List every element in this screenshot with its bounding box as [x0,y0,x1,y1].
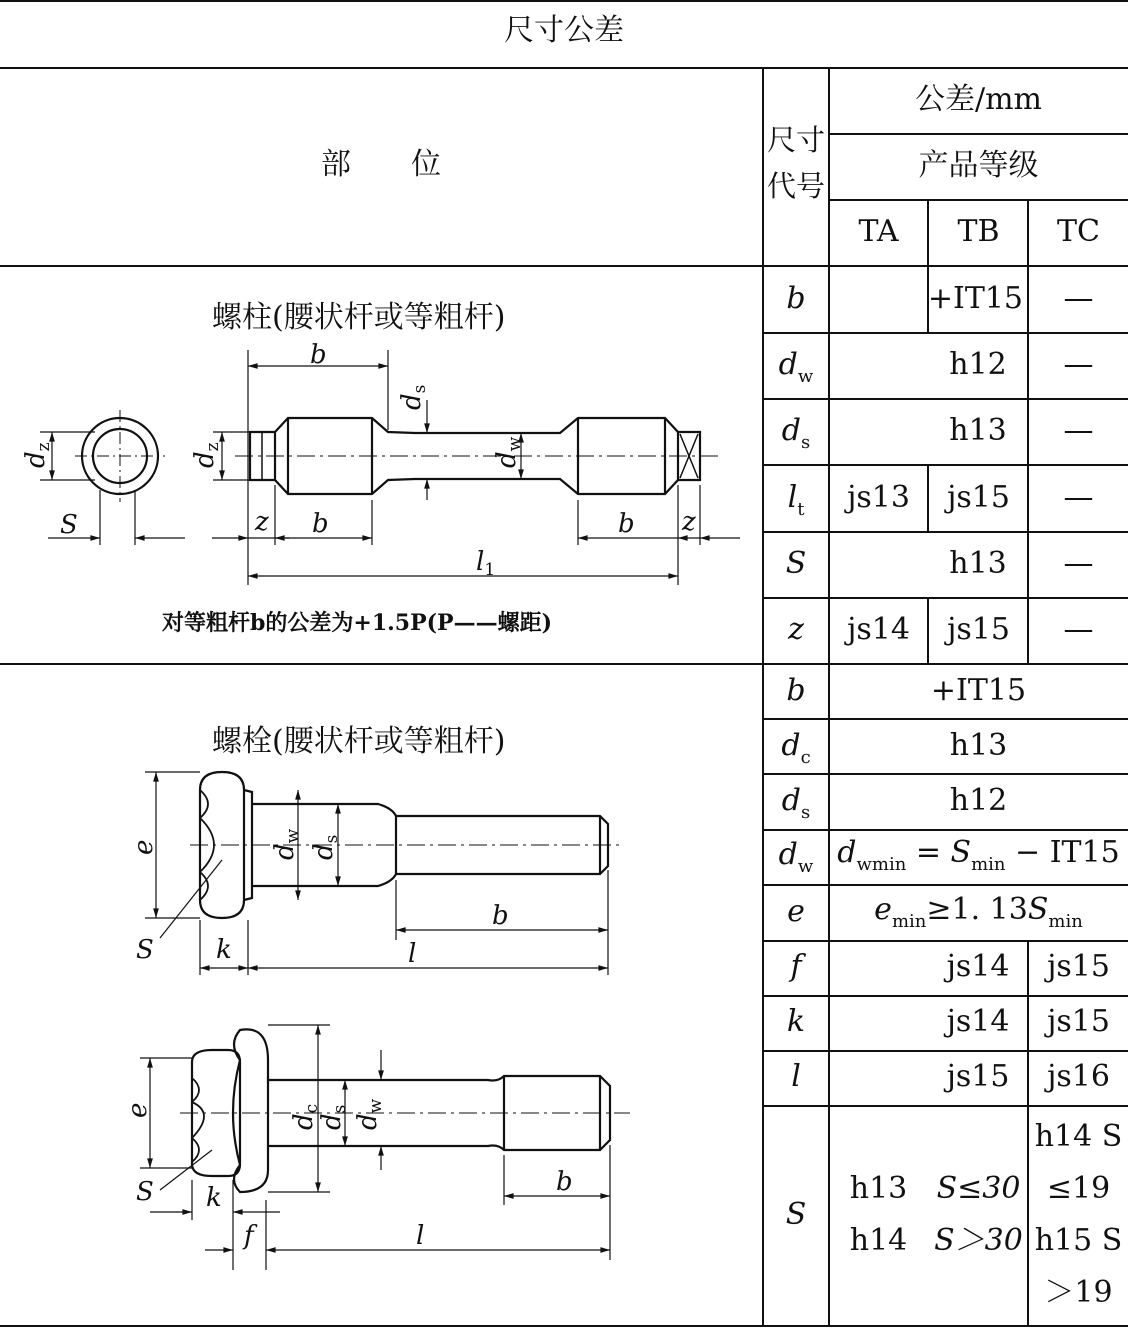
stud-label-dw: dw [492,436,525,468]
stud-b-value: +IT15 [927,281,1023,316]
bolt2-label-ds: ds [317,1104,350,1130]
bolt-code-dc: $d_c$ [781,728,811,768]
stud-caption: 螺柱(腰状杆或等粗杆) [212,300,506,335]
stud-b-tc: — [1063,281,1094,316]
stud-label-l1: l1 [476,547,496,580]
stud-label-ds: ds [397,384,430,410]
bolt-drawing [0,760,762,1320]
bolt1-label-l: l [408,939,417,969]
bolt-caption: 螺栓(腰状杆或等粗杆) [212,724,506,759]
bolt1-label-b: b [492,901,509,931]
stud-label-dz-side: dz [190,442,223,468]
bolt2-label-b: b [556,1167,573,1197]
table-title: 尺寸公差 [504,13,624,48]
bolt-S-tc-3: h15 S [1034,1223,1123,1258]
bolt-f-tc: js15 [1047,949,1110,984]
bolt2-label-k: k [206,1183,222,1213]
stud-z-tb: js15 [947,612,1010,647]
header-tb: TB [957,214,1000,249]
stud-lt-tc: — [1063,480,1094,515]
bolt-code-l: l [791,1059,801,1094]
header-ta: TA [858,214,899,249]
header-part: 部 位 [321,147,441,182]
stud-label-S: S [60,510,78,540]
stud-S-value: h13 [949,546,1007,581]
bolt2-label-S: S [136,1177,154,1207]
header-tolerance: 公差/mm [914,82,1042,117]
bolt-S-tc-4: ＞19 [1044,1275,1113,1310]
bolt-f-value: js14 [946,949,1010,984]
bolt-code-S: S [785,1197,807,1232]
header-tc: TC [1057,214,1100,249]
stud-lt-tb: js15 [947,480,1010,515]
bolt2-label-dc: dc [289,1103,322,1130]
bolt-code-ds: $d_s$ [781,783,811,823]
stud-code-dw: $d_w$ [778,347,814,387]
bolt-k-value: js14 [946,1004,1010,1039]
stud-code-S: S [785,546,807,581]
stud-label-b-top: b [310,340,327,370]
stud-z-tc: — [1063,612,1094,647]
bolt-S-tb-2: S＞30 [934,1223,1023,1258]
stud-label-dz-end: dz [21,442,54,468]
stud-label-b-right: b [618,509,635,539]
bolt1-label-ds: ds [309,834,342,860]
bolt-dw-formula: $d_{wmin} = S_{min} - IT15$ [837,835,1120,875]
bolt-S-tb-1: S≤30 [936,1171,1021,1206]
stud-S-tc: — [1063,546,1094,581]
bolt1-label-e: e [129,839,159,855]
bolt-code-k: k [786,1004,806,1039]
bolt-S-ta-2: h14 [849,1223,908,1258]
stud-code-z: z [788,612,804,647]
stud-ds-value: h13 [949,413,1007,448]
stud-drawing [0,330,762,620]
bolt2-label-dw: dw [353,1098,386,1130]
bolt-code-e: e [787,894,805,929]
stud-dw-tc: — [1063,347,1094,382]
stud-code-b: b [786,281,806,316]
bolt-l-tc: js16 [1047,1059,1110,1094]
stud-ds-tc: — [1063,413,1094,448]
bolt-S-tc-1: h14 S [1034,1119,1123,1154]
stud-dw-value: h12 [949,347,1007,382]
bolt-code-f: f [790,949,802,984]
bolt-dc-value: h13 [949,728,1008,763]
header-code-line1: 尺寸 [766,123,825,157]
bolt2-label-l: l [416,1221,425,1251]
bolt-code-b: b [786,673,806,708]
bolt-ds-value: h12 [949,783,1008,818]
bolt-code-dw: $d_w$ [778,837,814,877]
header-code-line2: 代号 [766,169,825,203]
stud-lt-ta: js13 [847,480,910,515]
bolt-S-ta-1: h13 [849,1171,908,1206]
bolt-S-tc-2: ≤19 [1046,1171,1111,1206]
stud-code-lt: $l_t$ [787,480,805,520]
bolt1-label-dw: dw [270,828,303,860]
bolt-b-value: +IT15 [930,673,1027,708]
header-grade: 产品等级 [918,148,1039,183]
bolt1-label-S: S [136,935,154,965]
stud-label-b-left: b [312,509,329,539]
bolt1-label-k: k [216,935,232,965]
bolt2-label-f: f [244,1221,254,1251]
bolt-e-formula: $e_{min}\ge 1$. $13S_{min}$ [874,892,1083,932]
stud-z-ta: js14 [847,612,910,647]
stud-label-z-left: z [255,507,269,537]
stud-label-z-right: z [682,507,696,537]
bolt-k-tc: js15 [1047,1004,1110,1039]
bolt-l-value: js15 [946,1059,1010,1094]
stud-code-ds: $d_s$ [781,413,811,453]
stud-note: 对等粗杆b的公差为+1.5P(P——螺距) [162,610,552,636]
bolt2-label-e: e [123,1102,153,1118]
